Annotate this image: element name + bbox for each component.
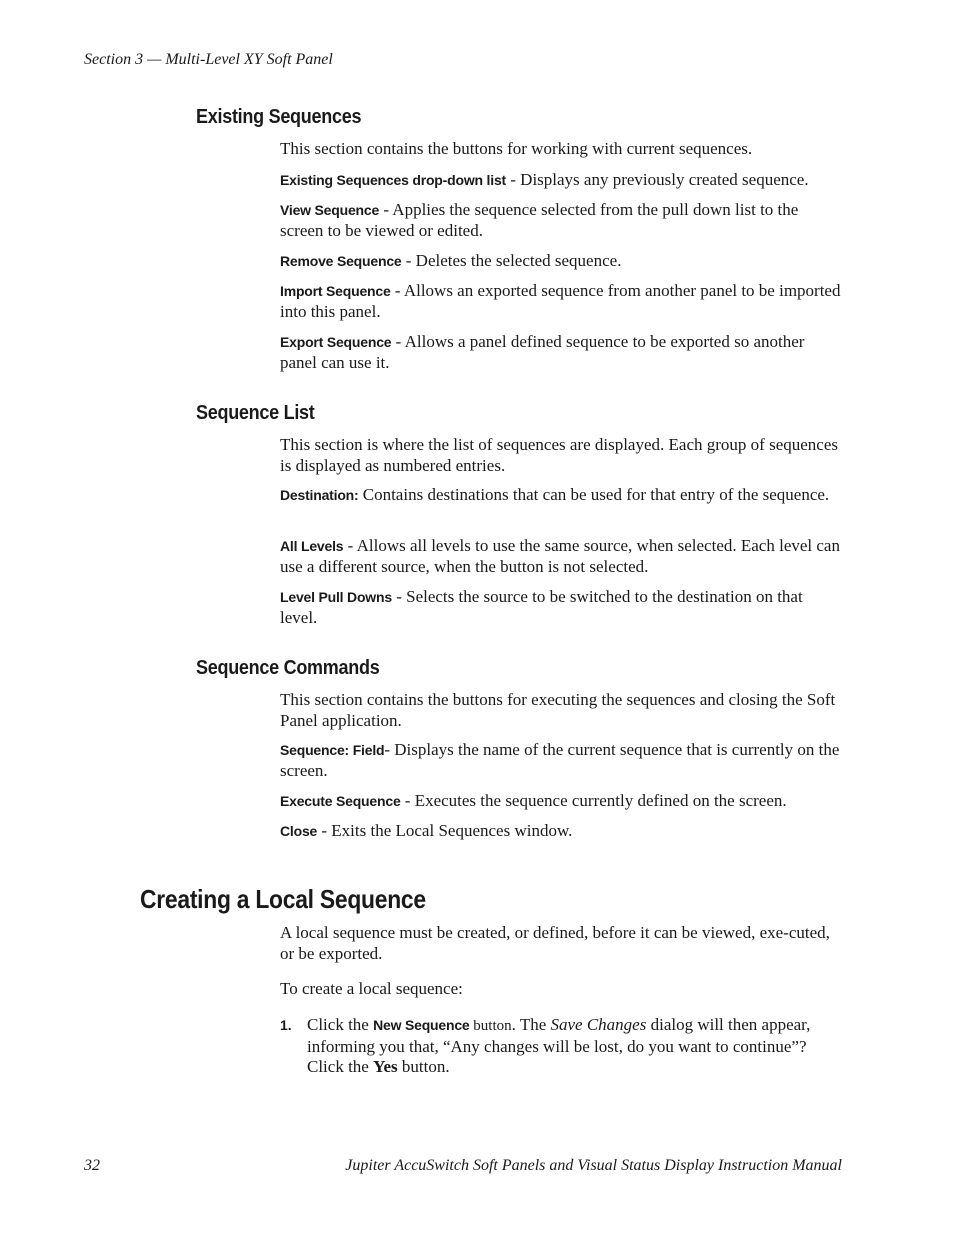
item-view-sequence (280, 200, 844, 241)
creating-lead: To create a local sequence: (280, 979, 463, 998)
page-number: 32 (84, 1157, 100, 1174)
heading-existing-sequences: Existing Sequences (196, 106, 362, 128)
step-text (307, 1015, 844, 1078)
item-remove-sequence (280, 251, 844, 272)
term: All Levels (280, 538, 344, 554)
item-existing-dropdown (280, 170, 844, 191)
term: View Sequence (280, 202, 380, 218)
desc: - Allows an exported sequence from another panel to be imported into this panel. (280, 281, 841, 321)
item-execute-sequence (280, 791, 844, 812)
item-destination (280, 485, 844, 506)
term: Close (280, 823, 318, 839)
desc: Contains destinations that can be used for that entry of the sequence. (358, 485, 830, 504)
creating-intro: A local sequence must be created, or defined, before it can be viewed, exe-cuted, or be exported. (280, 923, 830, 963)
term: Import Sequence (280, 283, 391, 299)
desc: - Allows a panel defined sequence to be exported so another panel can use it. (280, 332, 805, 372)
term: Level Pull Downs (280, 589, 392, 605)
item-level-pull-downs (280, 587, 844, 628)
step-number: 1. (280, 1017, 292, 1033)
term: Remove Sequence (280, 253, 402, 269)
item-sequence-field (280, 740, 844, 781)
heading-sequence-list: Sequence List (196, 402, 315, 424)
desc: - Executes the sequence currently defined on the screen. (400, 791, 787, 810)
yes-term: Yes (373, 1057, 398, 1076)
term: Destination: (280, 487, 359, 503)
desc: - Selects the source to be switched to the destination on that level. (280, 587, 803, 627)
manual-title: Jupiter AccuSwitch Soft Panels and Visual Status Display Instruction Manual (345, 1157, 842, 1174)
item-import-sequence (280, 281, 844, 322)
existing-intro: This section contains the buttons for working with current sequences. (280, 139, 753, 158)
desc: - Displays any previously created sequence. (506, 170, 809, 189)
step-text-part: . The (511, 1015, 551, 1034)
running-head: Section 3 — Multi-Level XY Soft Panel (84, 51, 333, 68)
step-text-part: button. (397, 1057, 450, 1076)
save-changes-term: Save Changes (550, 1015, 647, 1034)
term: Execute Sequence (280, 793, 401, 809)
term: Sequence: Field (280, 742, 385, 758)
step-text-part: dialog will then appear, informing you that, “Any changes will be lost, do you want to continue”? Click the (307, 1015, 811, 1076)
commands-intro: This section contains the buttons for executing the sequences and closing the Soft Panel application. (280, 690, 836, 730)
desc: - Displays the name of the current sequence that is currently on the screen. (280, 740, 840, 780)
desc: - Allows all levels to use the same source, when selected. Each level can use a different source, when the button is not selected. (280, 536, 840, 576)
step-1 (280, 1015, 844, 1078)
desc: - Applies the sequence selected from the pull down list to the screen to be viewed or edited. (280, 200, 799, 240)
desc: - Deletes the selected sequence. (401, 251, 622, 270)
desc: - Exits the Local Sequences window. (317, 821, 573, 840)
heading-sequence-commands: Sequence Commands (196, 657, 380, 679)
term: Export Sequence (280, 334, 392, 350)
step-text-part: Click the (307, 1015, 374, 1034)
item-close (280, 821, 844, 842)
step-text-part: button (469, 1018, 512, 1034)
seqlist-intro: This section is where the list of sequences are displayed. Each group of sequences is displayed as numbered entries. (280, 435, 838, 475)
item-export-sequence (280, 332, 844, 373)
term: Existing Sequences drop-down list (280, 172, 506, 188)
heading-creating-local-sequence: Creating a Local Sequence (140, 884, 426, 914)
item-all-levels (280, 536, 844, 577)
new-sequence-term: New Sequence (373, 1017, 470, 1033)
